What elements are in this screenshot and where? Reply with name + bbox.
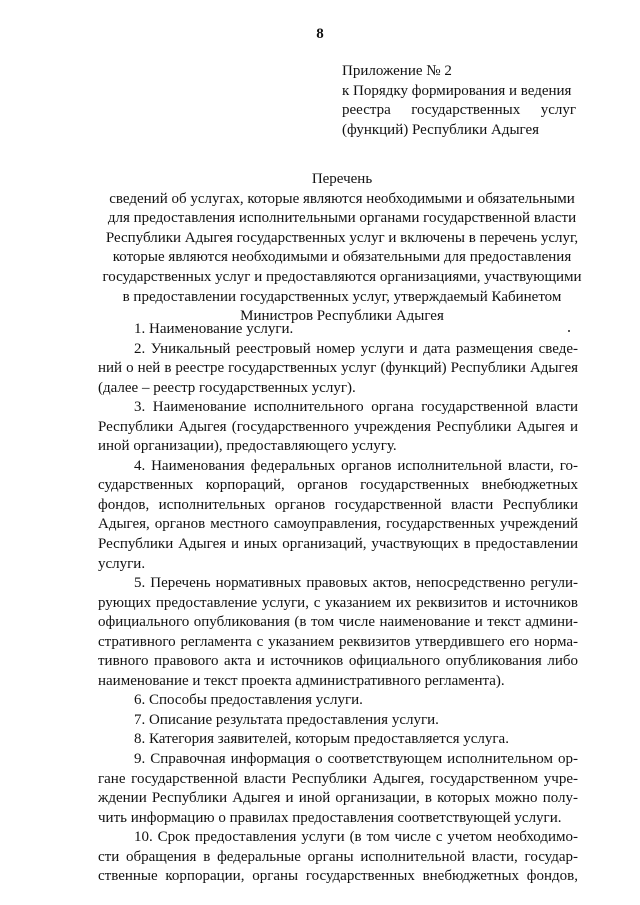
item-2-line: ний о ней в реестре государственных услуг (функций) Республики Адыгея <box>98 360 578 377</box>
item-7-line: 7. Описание результата предоставления услуги. <box>134 711 439 728</box>
item-2-line: (далее – реестр государственных услуг). <box>98 379 356 396</box>
item-3-line: Республики Адыгея (государственного учреждения Республики Адыгея и <box>98 418 578 435</box>
title-line: государственных услуг и предоставляются организациями, участвующими <box>102 268 582 285</box>
item-9-line: чить информацию о правилах предоставления соответствующей услуги. <box>98 809 562 826</box>
item-4-line: Республики Адыгея и иных организаций, участвующих в предоставлении <box>98 536 578 553</box>
item-10-line: ственные корпорации, органы государственных внебюджетных фондов, <box>98 868 578 885</box>
item-2-line: 2. Уникальный реестровый номер услуги и дата размещения сведе- <box>134 340 578 357</box>
item-10-line: сти обращения в федеральные органы исполнительной власти, государ- <box>98 848 578 865</box>
appendix-line: реестра государственных услуг <box>342 102 576 118</box>
item-3-line: иной организации), предоставляющего услугу. <box>98 438 397 455</box>
title-line: Министров Республики Адыгея <box>240 308 444 325</box>
item-9-line: 9. Справочная информация о соответствующем исполнительном ор- <box>134 751 578 768</box>
item-9-line: гане государственной власти Республики Адыгея, государственном учре- <box>98 770 578 787</box>
appendix-line: (функций) Республики Адыгея <box>342 121 540 138</box>
appendix-line: Приложение № 2 <box>342 63 452 79</box>
item-8-line: 8. Категория заявителей, которым предоставляется услуга. <box>134 731 509 748</box>
item-5-line: рующих предоставление услуги, с указанием их реквизитов и источников <box>98 594 578 611</box>
title-line: сведений об услугах, которые являются необходимыми и обязательными <box>109 190 575 207</box>
item-4-line: услуги. <box>98 555 146 572</box>
title-line: Республики Адыгея государственных услуг и включены в перечень услуг, <box>105 229 579 246</box>
appendix-block <box>342 62 576 140</box>
item-4-line: сударственных корпораций, органов государственных внебюджетных <box>98 477 578 494</box>
item-5-line: официального опубликования (в том числе наименование и текст админи- <box>98 614 578 631</box>
item-6-line: 6. Способы предоставления услуги. <box>134 692 363 709</box>
item-4-line: Адыгея, органов местного самоуправления, государственных учреждений <box>98 516 578 533</box>
item-9-line: ждении Республики Адыгея и иной организации, в которых можно полу- <box>98 790 578 807</box>
item-5-line: 5. Перечень нормативных правовых актов, непосредственно регули- <box>134 575 578 592</box>
item-1-line: 1. Наименование услуги. <box>134 321 294 337</box>
item-4-line: фондов, исполнительных органов государственной власти Республики <box>98 496 578 513</box>
title-line: для предоставления исполнительными органами государственной власти <box>107 210 577 227</box>
title-heading: Перечень <box>311 171 373 187</box>
body-text <box>98 320 578 887</box>
page-number: 8 <box>316 26 324 42</box>
title-line: в предоставлении государственных услуг, утверждаемый Кабинетом <box>122 288 562 305</box>
item-5-line: тивного правового акта и источников официального опубликования либо <box>98 653 578 670</box>
item-3-line: 3. Наименование исполнительного органа государственной власти <box>134 399 578 416</box>
item-10-line: 10. Срок предоставления услуги (в том числе с учетом необходимо- <box>134 829 578 846</box>
item-5-line: стративного регламента с указанием реквизитов утвердившего его норма- <box>98 633 578 650</box>
title-line: которые являются необходимыми и обязательными для предоставления <box>112 249 572 266</box>
item-4-line: 4. Наименования федеральных органов исполнительной власти, го- <box>134 457 578 474</box>
document-title <box>92 170 592 327</box>
item-5-line: наименование и текст проекта административного регламента). <box>98 672 505 689</box>
appendix-line: к Порядку формирования и ведения <box>342 82 572 99</box>
